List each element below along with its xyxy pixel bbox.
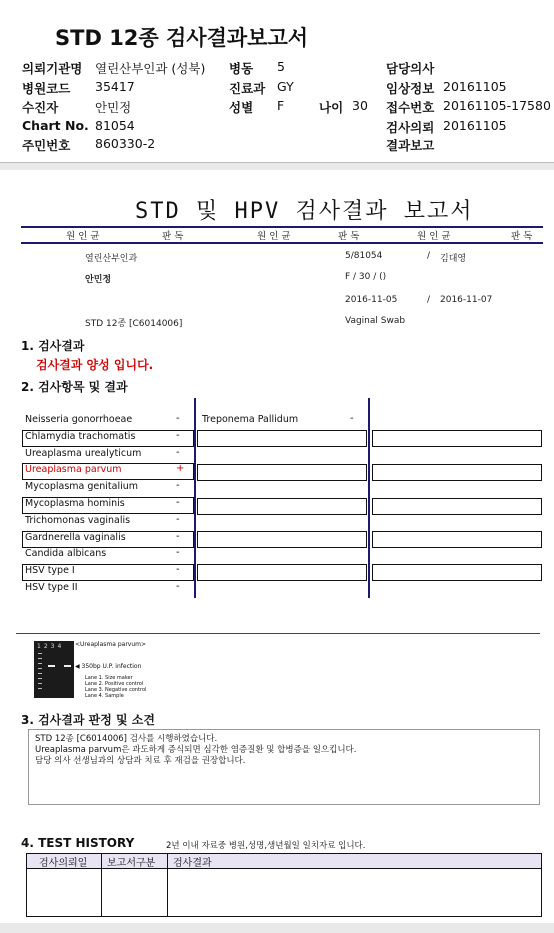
organism-name: Mycoplasma hominis [25,498,125,509]
opinion-line: Ureaplasma parvum은 과도하게 증식되면 심각한 염증질환 및 합병증을 일으킵니다. [35,745,357,755]
section1-title: 1. 검사결과 [21,339,85,353]
org-label: 의뢰기관명 [22,61,83,76]
history-divider-1 [101,854,102,916]
sex-label: 성별 [229,100,254,115]
dept-label: 진료과 [229,81,266,96]
sex-value: F [277,98,285,113]
hosp-code-value: 35417 [95,79,135,94]
organism-result: - [176,581,180,592]
organism-result: - [176,413,180,424]
summary-panel [0,0,554,163]
organism-result: - [176,497,180,508]
clinic-name: 열린산부인과 [85,254,138,264]
age-value: 30 [352,98,368,113]
organism-name: Gardnerella vaginalis [25,531,126,543]
request-label: 검사의뢰 [386,120,435,135]
history-col-result: 검사결과 [173,858,212,869]
empty-result-slot [197,430,367,447]
organism-name: Ureaplasma parvum [25,464,122,476]
patient-value: 안민정 [95,100,132,115]
sample-band [64,665,71,667]
organism-result: - [176,429,180,441]
gel-caption: <Ureaplasma parvum> [75,641,147,648]
rrn-label: 주민번호 [22,138,71,153]
column-divider-1 [194,398,196,598]
empty-result-slot [372,498,542,515]
opinion-line: 담당 의사 선생님과의 상담과 치료 후 재검을 권장합니다. [35,756,246,766]
col-judgment-3: 판 독 [511,231,533,242]
organism-result: - [176,480,180,492]
receipt-value: 20161105-17580 [443,98,551,113]
doctor-label: 담당의사 [386,61,435,76]
hosp-code-label: 병원코드 [22,81,71,96]
section-divider [16,633,540,634]
organism-result: - [176,530,180,542]
clinical-value: 20161105 [443,79,507,94]
gel-legend: Lane 1. Size maker Lane 2. Positive control Lane 3. Negative control Lane 4. Sample [85,675,147,699]
col-organism-1: 원 인 균 [66,231,100,242]
age-label: 나이 [319,100,344,115]
report-label: 결과보고 [386,138,435,153]
organism-name: Neisseria gonorrhoeae [25,414,133,425]
positive-band [48,665,55,667]
history-col-type: 보고서구분 [107,858,156,869]
section4-title: 4. TEST HISTORY [21,836,135,850]
history-note: 2년 이내 자료중 병원,성명,생년월일 일치자료 입니다. [166,841,366,851]
test-code: STD 12종 [C6014006] [85,319,183,329]
empty-result-slot [372,531,542,548]
patient-name: 안민정 [85,275,112,285]
empty-result-slot [197,498,367,515]
empty-result-slot [372,430,542,447]
history-divider-2 [167,854,168,916]
opinion-line: STD 12종 [C6014006] 검사를 시행하였습니다. [35,734,218,744]
organism-name: HSV type I [25,565,75,577]
section2-title: 2. 검사항목 및 결과 [21,380,128,394]
specimen: Vaginal Swab [345,316,406,326]
request-value: 20161105 [443,118,507,133]
date-from: 2016-11-05 [345,295,398,305]
history-col-date: 검사의뢰일 [39,858,88,869]
lane-numbers: 1234 [37,643,65,650]
col-judgment-2: 판 독 [338,231,360,242]
ward-value: 5 [277,59,285,74]
patient-label: 수진자 [22,100,59,115]
organism-name: Mycoplasma genitalium [25,481,139,493]
chart-label: Chart No. [22,118,89,133]
chart-doctor: 5/81054 [345,251,383,261]
column-divider-2 [368,398,370,598]
ladder-bands [38,653,42,693]
sex-age: F / 30 / () [345,272,387,282]
receipt-label: 접수번호 [386,100,435,115]
gel-band-label: ◀ 350bp U.P. infection [75,663,142,670]
organism-result: - [176,564,180,576]
organism-result: + [176,463,185,475]
organism-name: Candida albicans [25,548,107,560]
organism-result: - [176,547,180,559]
history-table-header [27,854,541,869]
doctor-sep: / [427,251,431,261]
organism-result: - [350,413,354,424]
organism-name: HSV type II [25,582,78,593]
empty-result-slot [372,464,542,481]
results-table-header [21,226,543,244]
empty-result-slot [372,564,542,581]
organism-result: - [176,513,180,525]
rrn-value: 860330-2 [95,136,156,151]
ward-label: 병동 [229,61,254,76]
organism-name: Ureaplasma urealyticum [25,447,142,459]
empty-result-slot [197,531,367,548]
dept-value: GY [277,79,294,94]
gel-image [34,641,74,698]
history-table [26,853,542,917]
summary-title: STD 12종 검사결과보고서 [55,26,309,50]
col-organism-3: 원 인 균 [417,231,451,242]
doctor-name: 김대영 [440,254,467,264]
clinical-label: 임상정보 [386,81,435,96]
opinion-box [28,729,540,805]
date-sep: / [427,295,431,305]
org-value: 열린산부인과 (성북) [95,61,206,76]
empty-result-slot [197,564,367,581]
section3-title: 3. 검사결과 판정 및 소견 [21,713,155,727]
organism-name: Treponema Pallidum [202,414,299,425]
positive-result: 검사결과 양성 입니다. [36,358,154,372]
organism-name: Chlamydia trachomatis [25,430,136,442]
report-title: STD 및 HPV 검사결과 보고서 [135,199,474,224]
date-to: 2016-11-07 [440,295,493,305]
organism-result: - [176,446,180,458]
organism-name: Trichomonas vaginalis [25,514,131,526]
chart-value: 81054 [95,118,135,133]
col-organism-2: 원 인 균 [257,231,291,242]
col-judgment-1: 판 독 [162,231,184,242]
empty-result-slot [197,464,367,481]
